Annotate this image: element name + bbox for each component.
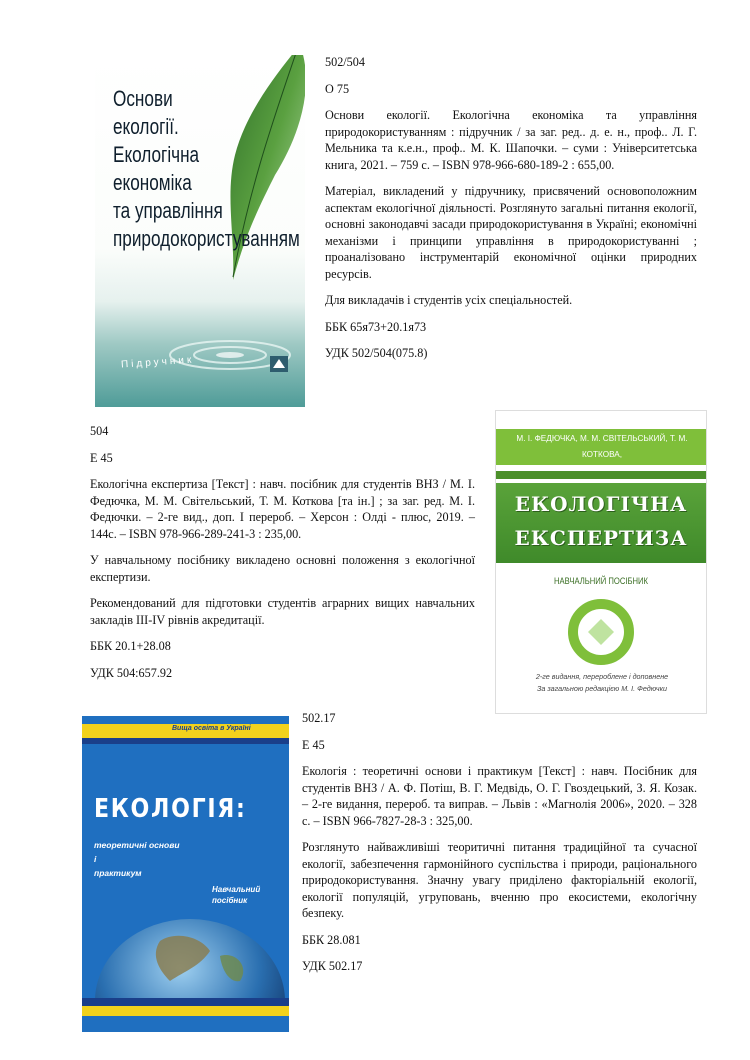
udk-index: УДК 502.17 (302, 959, 363, 973)
bbk-index: ББК 20.1+28.08 (90, 639, 171, 653)
cover-edition-note: 2-ге видання, перероблене і доповнене За загальною редакцією М. І. Федючки (535, 672, 669, 693)
class-code: 504 (90, 424, 109, 438)
book-cover-ekolohichna-ekspertyza (495, 410, 707, 714)
udk-index: УДК 504:657.92 (90, 665, 173, 680)
bibliographic-description: Основи екології. Екологічна економіка та управління природокористуванням : підручник / за заг. ред.. д. е. н., проф.. Л. Г. Мельника та к.е.н., проф.. М. К. Шапочки. – суми : Університетська книга, 2021. – 759 с. – ISBN 978-966-680-189-2 : 655,00. (325, 108, 697, 172)
cover-title: ЕКОЛОГІЯ: (94, 794, 247, 824)
cover-authors: М. І. ФЕДЮЧКА, М. М. СВІТЕЛЬСЬКИЙ, Т. М. КОТКОВА, (516, 434, 688, 459)
entry-1-text (325, 54, 697, 372)
cover-title: ЕКОЛОГІЧНА ЕКСПЕРТИЗА (514, 492, 688, 550)
bbk-index: ББК 28.081 (302, 932, 361, 947)
cover-title: Основи екології. Екологічна економіка та управління природокористуванням (113, 86, 300, 251)
class-code: 502.17 (302, 711, 336, 725)
annotation: Матеріал, викладений у підручнику, присвячений основоположним аспектам екологічної діяльності. Розглянуто загальні питання екології, основні законодавчі засади природокористування в Україні; економічні механізми і принципи управління в природокористуванні ; проаналізовано інструментарій економічної оцінки природних ресурсів. (325, 184, 697, 281)
annotation: Розглянуто найважливіші теоритичні питання традиційної та сучасної екології, забезпечення гармонійного суспільства і природи, раціонального природокористування. Значну увагу приділено факторіальній екології, екології популяцій, угруповань, вченню про екосистеми, екологічну безпеку. (302, 840, 697, 920)
author-mark: Е 45 (90, 450, 113, 465)
publisher-logo-icon (270, 356, 288, 372)
entry-2-text (90, 423, 475, 691)
book-cover-ekolohiia (82, 716, 289, 1032)
bibliographic-description: Екологія : теоретичні основи і практикум [Текст] : навч. Посібник для студентів ВНЗ / А. Ф. Потіш, В. Г. Медвідь, О. Г. Гвоздецький, З. Я. Козак. – 2-ге видання, перероб. та виправ. – Львів : «Магнолія 2006», 2020. – 328 с. – ISBN 966-7827-28-3 : 325,00. (302, 764, 697, 828)
class-code: 502/504 (325, 55, 365, 69)
book-cover-osnovy-ekolohii (95, 55, 305, 407)
cover-series: Вища освіта в Україні (172, 725, 251, 732)
audience: Для викладачів і студентів усіх спеціальностей. (325, 293, 573, 307)
cover-subtitle: теоретичні основи і практикум (94, 840, 180, 878)
earth-image (90, 911, 285, 1001)
green-ring-logo-icon (566, 597, 636, 667)
author-mark: О 75 (325, 81, 350, 96)
cover-subtitle: Підручник (120, 354, 195, 371)
cover-type: Навчальний посібник (212, 885, 261, 905)
bibliographic-description: Екологічна експертиза [Текст] : навч. посібник для студентів ВНЗ / М. І. Федючка, М. М. Світельський, Т. М. Коткова [та ін.] ; за заг. ред. М. І. Федючки. – 2-ге вид., доп. І перероб. – Херсон : Олді - плюс, 2019. – 144с. – ISBN 978-966-289-241-3 : 235,00. (90, 477, 475, 541)
cover-subtitle: НАВЧАЛЬНИЙ ПОСІБНИК (553, 576, 649, 586)
author-mark: Е 45 (302, 737, 325, 752)
audience: Рекомендований для підготовки студентів аграрних вищих навчальних закладів ІІІ-IV рівнів акредитації. (90, 596, 475, 627)
bbk-index: ББК 65я73+20.1я73 (325, 319, 427, 334)
entry-3-text (302, 710, 697, 985)
annotation: У навчальному посібнику викладено основні положення з екологічної експертизи. (90, 553, 475, 584)
udk-index: УДК 502/504(075.8) (325, 346, 428, 360)
